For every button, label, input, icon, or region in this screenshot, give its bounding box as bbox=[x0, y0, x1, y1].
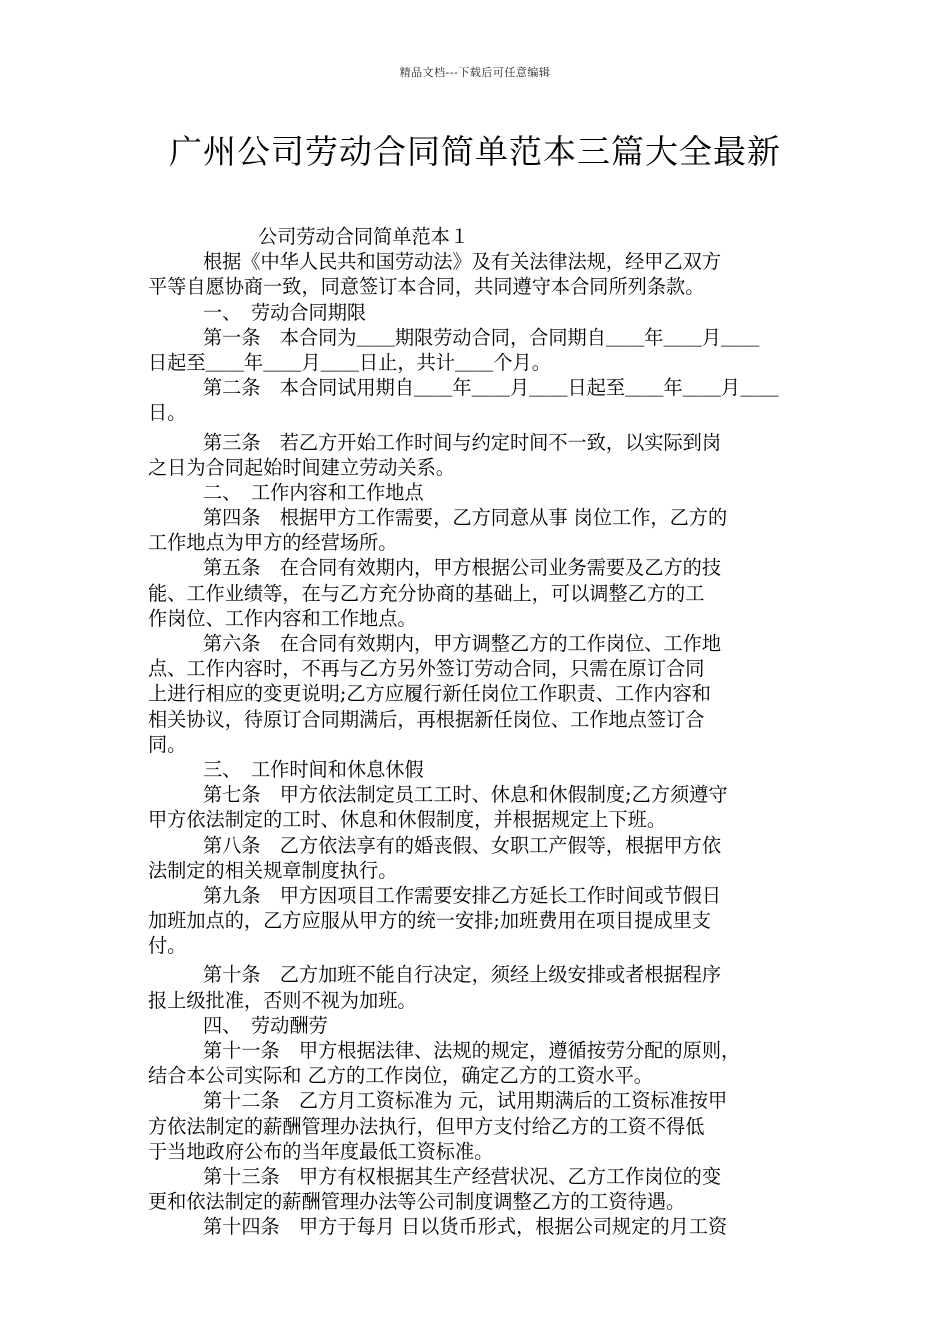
text-line: 日起至＿＿年＿＿月＿＿日止，共计＿＿个月。 bbox=[148, 350, 551, 374]
document-body bbox=[148, 224, 810, 1240]
text-line: 第三条 若乙方开始工作时间与约定时间不一致，以实际到岗 bbox=[203, 430, 722, 454]
text-line: 第二条 本合同试用期自＿＿年＿＿月＿＿日起至＿＿年＿＿月＿＿ bbox=[203, 376, 779, 400]
document-title: 广州公司劳动合同简单范本三篇大全最新 bbox=[169, 132, 781, 171]
text-line: 同。 bbox=[148, 732, 187, 756]
text-line: 公司劳动合同简单范本１ bbox=[258, 225, 470, 248]
text-line: 方依法制定的薪酬管理办法执行，但甲方支付给乙方的工资不得低 bbox=[148, 1114, 705, 1138]
text-line: 第十三条 甲方有权根据其生产经营状况、乙方工作岗位的变 bbox=[203, 1164, 722, 1188]
header-note: 精品文档---下载后可任意编辑 bbox=[399, 66, 551, 79]
text-line: 一、 劳动合同期限 bbox=[203, 300, 367, 324]
text-line: 相关协议，待原订合同期满后，再根据新任岗位、工作地点签订合 bbox=[148, 707, 705, 731]
text-line: 作岗位、工作内容和工作地点。 bbox=[148, 606, 417, 630]
text-line: 工作地点为甲方的经营场所。 bbox=[148, 531, 398, 555]
text-line: 二、 工作内容和工作地点 bbox=[203, 480, 424, 504]
text-line: 第十二条 乙方月工资标准为 元，试用期满后的工资标准按甲 bbox=[203, 1089, 728, 1113]
text-line: 结合本公司实际和 乙方的工作岗位，确定乙方的工资水平。 bbox=[148, 1064, 653, 1088]
text-line: 甲方依法制定的工时、休息和休假制度，并根据规定上下班。 bbox=[148, 808, 667, 832]
text-line: 第一条 本合同为＿＿期限劳动合同，合同期自＿＿年＿＿月＿＿ bbox=[203, 325, 760, 349]
text-line: 第七条 甲方依法制定员工工时、休息和休假制度;乙方须遵守 bbox=[203, 783, 728, 807]
text-line: 点、工作内容时，不再与乙方另外签订劳动合同，只需在原订合同 bbox=[148, 657, 705, 681]
text-line: 能、工作业绩等，在与乙方充分协商的基础上，可以调整乙方的工 bbox=[148, 581, 705, 605]
text-line: 四、 劳动酬劳 bbox=[203, 1013, 328, 1037]
text-line: 报上级批准，否则不视为加班。 bbox=[148, 988, 417, 1012]
text-line: 日。 bbox=[148, 401, 187, 425]
text-line: 更和依法制定的薪酬管理办法等公司制度调整乙方的工资待遇。 bbox=[148, 1190, 686, 1214]
text-line: 根据《中华人民共和国劳动法》及有关法律法规，经甲乙双方 bbox=[203, 250, 722, 274]
text-line: 三、 工作时间和休息休假 bbox=[203, 757, 424, 781]
text-line: 付。 bbox=[148, 934, 187, 958]
text-line: 第四条 根据甲方工作需要，乙方同意从事 岗位工作，乙方的 bbox=[203, 506, 728, 530]
text-line: 第八条 乙方依法享有的婚丧假、女职工产假等，根据甲方依 bbox=[203, 833, 722, 857]
text-line: 第五条 在合同有效期内，甲方根据公司业务需要及乙方的技 bbox=[203, 556, 722, 580]
text-line: 第六条 在合同有效期内，甲方调整乙方的工作岗位、工作地 bbox=[203, 632, 722, 655]
text-line: 第十一条 甲方根据法律、法规的规定，遵循按劳分配的原则， bbox=[203, 1039, 741, 1062]
text-line: 法制定的相关规章制度执行。 bbox=[148, 858, 398, 882]
text-line: 平等自愿协商一致，同意签订本合同，共同遵守本合同所列条款。 bbox=[148, 275, 705, 299]
text-line: 上进行相应的变更说明;乙方应履行新任岗位工作职责、工作内容和 bbox=[148, 682, 711, 706]
text-line: 第十四条 甲方于每月 日以货币形式，根据公司规定的月工资 bbox=[203, 1215, 728, 1239]
text-line: 第十条 乙方加班不能自行决定，须经上级安排或者根据程序 bbox=[203, 963, 722, 987]
text-line: 加班加点的，乙方应服从甲方的统一安排;加班费用在项目提成里支 bbox=[148, 909, 711, 933]
text-line: 第九条 甲方因项目工作需要安排乙方延长工作时间或节假日 bbox=[203, 883, 722, 907]
text-line: 于当地政府公布的当年度最低工资标准。 bbox=[148, 1139, 494, 1163]
text-line: 之日为合同起始时间建立劳动关系。 bbox=[148, 455, 455, 479]
